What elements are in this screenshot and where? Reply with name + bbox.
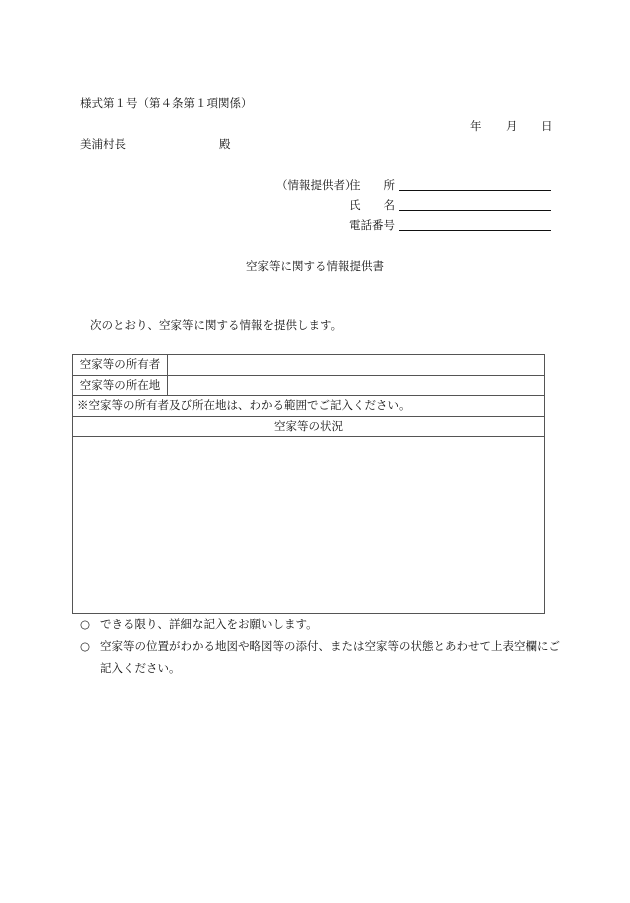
name-field[interactable] bbox=[399, 210, 551, 211]
circle-bullet-icon: ○ bbox=[80, 617, 91, 631]
status-header: 空家等の状況 bbox=[73, 416, 545, 437]
note-item-1 bbox=[80, 613, 560, 635]
owner-label: 空家等の所有者 bbox=[73, 355, 168, 376]
document-title: 空家等に関する情報提供書 bbox=[246, 259, 384, 273]
phone-label: 電話番号 bbox=[349, 218, 395, 232]
table-row-note bbox=[73, 396, 545, 417]
phone-field[interactable] bbox=[399, 230, 551, 231]
info-table bbox=[72, 354, 545, 614]
provider-label: （情報提供者） bbox=[276, 178, 357, 192]
table-row-status-header bbox=[73, 416, 545, 437]
table-row-owner bbox=[73, 355, 545, 376]
date-month-label: 月 bbox=[506, 119, 518, 133]
date-year-label: 年 bbox=[470, 119, 482, 133]
owner-input[interactable] bbox=[168, 355, 545, 376]
name-label: 氏 名 bbox=[349, 198, 395, 212]
status-input[interactable] bbox=[73, 437, 545, 614]
date-day-label: 日 bbox=[541, 119, 553, 133]
circle-bullet-icon: ○ bbox=[80, 639, 91, 653]
location-input[interactable] bbox=[168, 375, 545, 396]
location-label: 空家等の所在地 bbox=[73, 375, 168, 396]
address-field[interactable] bbox=[399, 190, 551, 191]
note-text: できる限り、詳細な記入をお願いします。 bbox=[100, 617, 318, 631]
table-row-status-body bbox=[73, 437, 545, 614]
honorific: 殿 bbox=[219, 137, 231, 151]
note-text: 空家等の位置がわかる地図や略図等の添付、または空家等の状態とあわせて上表空欄にご記入ください。 bbox=[100, 639, 560, 675]
intro-text: 次のとおり、空家等に関する情報を提供します。 bbox=[90, 318, 343, 332]
form-number: 様式第１号（第４条第１項関係） bbox=[80, 96, 253, 110]
address-label: 住 所 bbox=[349, 178, 395, 192]
addressee: 美浦村長 bbox=[80, 137, 126, 151]
table-note: ※空家等の所有者及び所在地は、わかる範囲でご記入ください。 bbox=[73, 396, 545, 417]
note-item-2 bbox=[80, 635, 560, 679]
table-row-location bbox=[73, 375, 545, 396]
